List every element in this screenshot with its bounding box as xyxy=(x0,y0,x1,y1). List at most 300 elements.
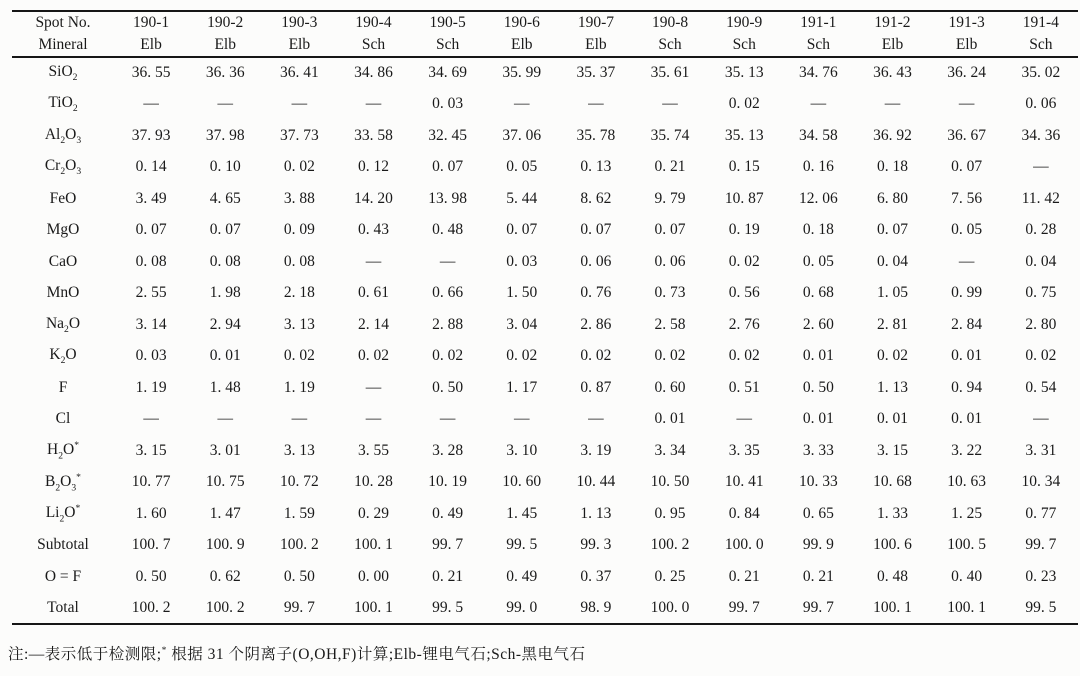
value-cell: 1. 25 xyxy=(951,504,983,522)
value-cell: 10. 77 xyxy=(131,473,171,491)
value-cell: 2. 94 xyxy=(209,315,241,333)
table-row xyxy=(12,561,1078,593)
value-cell: 10. 75 xyxy=(205,473,245,491)
row-label: Cl xyxy=(55,410,71,428)
table-row xyxy=(12,183,1078,215)
value-cell: — xyxy=(514,410,530,428)
row-label: $K_2O$ xyxy=(49,346,77,367)
value-cell: 0. 02 xyxy=(876,347,908,365)
value-cell: 1. 19 xyxy=(135,378,167,396)
column-header-spot: 190-6 xyxy=(503,14,540,31)
value-cell: 0. 02 xyxy=(728,347,760,365)
value-cell: 0. 04 xyxy=(876,252,908,270)
value-cell: 0. 10 xyxy=(209,158,241,176)
value-cell: 0. 02 xyxy=(506,347,538,365)
value-cell: 99. 5 xyxy=(432,598,464,616)
value-cell: 0. 54 xyxy=(1025,378,1057,396)
value-cell: 10. 50 xyxy=(650,473,690,491)
value-cell: 0. 09 xyxy=(283,221,315,239)
value-cell: 3. 35 xyxy=(728,441,760,459)
value-cell: 0. 13 xyxy=(580,158,612,176)
value-cell: 0. 02 xyxy=(283,347,315,365)
column-header-spot: 191-3 xyxy=(948,14,985,31)
value-cell: 100. 2 xyxy=(279,536,319,554)
value-cell: 11. 42 xyxy=(1021,189,1060,207)
value-cell: — xyxy=(143,410,159,428)
value-cell: 100. 2 xyxy=(131,598,171,616)
value-cell: 0. 23 xyxy=(1025,567,1057,585)
value-cell: 100. 0 xyxy=(650,598,690,616)
value-cell: 0. 99 xyxy=(951,284,983,302)
row-label: $Na_2O$ xyxy=(45,314,81,335)
value-cell: 0. 01 xyxy=(876,410,908,428)
value-cell: 0. 95 xyxy=(654,504,686,522)
value-cell: 0. 08 xyxy=(209,252,241,270)
table-row xyxy=(12,498,1078,530)
column-header-mineral: Elb xyxy=(262,34,336,57)
value-cell: 12. 06 xyxy=(798,189,838,207)
value-cell: 0. 07 xyxy=(654,221,686,239)
value-cell: — xyxy=(217,95,233,113)
value-cell: 3. 15 xyxy=(876,441,908,459)
value-cell: 100. 1 xyxy=(354,536,393,554)
value-cell: 99. 5 xyxy=(506,536,538,554)
value-cell: 0. 02 xyxy=(654,347,686,365)
value-cell: 3. 04 xyxy=(506,315,538,333)
column-header-spot: 190-2 xyxy=(207,14,244,31)
value-cell: 100. 7 xyxy=(131,536,171,554)
value-cell: — xyxy=(810,95,827,113)
value-cell: 35. 02 xyxy=(1021,64,1061,82)
value-cell: 0. 03 xyxy=(506,252,538,270)
table-row xyxy=(12,530,1078,562)
column-header-mineral: Elb xyxy=(930,34,1004,57)
value-cell: 0. 48 xyxy=(876,567,908,585)
value-cell: 2. 81 xyxy=(876,315,908,333)
value-cell: 3. 01 xyxy=(209,441,241,459)
value-cell: 3. 15 xyxy=(135,441,167,459)
value-cell: — xyxy=(662,95,678,113)
value-cell: 7. 56 xyxy=(951,189,983,207)
value-cell: 0. 06 xyxy=(654,252,686,270)
column-header-spot: 190-1 xyxy=(132,14,170,31)
value-cell: 1. 60 xyxy=(135,504,167,522)
table-header xyxy=(12,11,1078,57)
table-row xyxy=(12,89,1078,121)
value-cell: 0. 01 xyxy=(802,347,834,365)
value-cell: 6. 80 xyxy=(876,189,908,207)
row-label: Subtotal xyxy=(37,536,89,554)
column-header-spot: 191-1 xyxy=(800,14,837,31)
value-cell: 1. 05 xyxy=(876,284,908,302)
value-cell: 0. 21 xyxy=(432,567,464,585)
value-cell: 10. 44 xyxy=(576,473,616,491)
row-label: $Al_2O_3$ xyxy=(44,125,82,146)
column-header-spot: 190-4 xyxy=(355,14,392,31)
value-cell: — xyxy=(365,252,382,270)
value-cell: — xyxy=(514,95,530,113)
value-cell: 5. 44 xyxy=(506,189,538,207)
row-label: $Li_2O^*$ xyxy=(45,503,81,525)
table-body xyxy=(12,57,1078,624)
value-cell: 0. 02 xyxy=(728,95,760,113)
value-cell: 10. 34 xyxy=(1021,473,1061,491)
value-cell: 0. 21 xyxy=(654,158,686,176)
value-cell: 0. 02 xyxy=(728,252,760,270)
value-cell: 0. 01 xyxy=(654,410,686,428)
value-cell: 3. 14 xyxy=(135,315,167,333)
value-cell: 9. 79 xyxy=(654,189,686,207)
value-cell: 34. 69 xyxy=(428,64,467,82)
row-label: MnO xyxy=(46,284,80,302)
table-row xyxy=(12,120,1078,152)
value-cell: 1. 13 xyxy=(876,378,908,396)
value-cell: 100. 0 xyxy=(724,536,764,554)
value-cell: 36. 36 xyxy=(205,64,245,82)
value-cell: 2. 76 xyxy=(728,315,760,333)
column-header-spot: 191-2 xyxy=(874,14,911,31)
value-cell: 0. 02 xyxy=(1025,347,1057,365)
value-cell: 99. 7 xyxy=(432,536,464,554)
value-cell: 1. 50 xyxy=(506,284,538,302)
value-cell: 3. 49 xyxy=(135,189,167,207)
value-cell: 0. 25 xyxy=(654,567,686,585)
value-cell: 99. 7 xyxy=(728,598,760,616)
value-cell: 0. 01 xyxy=(951,410,983,428)
value-cell: 8. 62 xyxy=(580,189,612,207)
value-cell: 99. 0 xyxy=(506,598,538,616)
value-cell: 35. 37 xyxy=(576,64,616,82)
column-header-mineral: Sch xyxy=(707,34,781,57)
value-cell: 3. 33 xyxy=(802,441,834,459)
value-cell: 98. 9 xyxy=(580,598,612,616)
column-header-spot: 191-4 xyxy=(1022,14,1059,31)
mineral-composition-table xyxy=(12,10,1078,625)
value-cell: 3. 31 xyxy=(1025,441,1057,459)
value-cell: 100. 9 xyxy=(205,536,245,554)
value-cell: 1. 13 xyxy=(580,504,612,522)
value-cell: 0. 65 xyxy=(802,504,834,522)
value-cell: 0. 07 xyxy=(432,158,464,176)
value-cell: 99. 7 xyxy=(802,598,834,616)
value-cell: 0. 06 xyxy=(1025,95,1057,113)
value-cell: 100. 5 xyxy=(947,536,986,554)
row-label: CaO xyxy=(48,252,78,270)
value-cell: 2. 88 xyxy=(432,315,464,333)
row-label: $B_2O_3^*$ xyxy=(45,471,81,493)
table-row xyxy=(12,435,1078,467)
value-cell: 0. 50 xyxy=(432,378,464,396)
value-cell: 0. 18 xyxy=(802,221,834,239)
value-cell: 37. 93 xyxy=(131,126,171,144)
table-row xyxy=(12,404,1078,436)
value-cell: 37. 06 xyxy=(502,126,542,144)
value-cell: — xyxy=(291,95,308,113)
value-cell: 99. 7 xyxy=(283,598,315,616)
table-row xyxy=(12,57,1078,89)
value-cell: 0. 66 xyxy=(432,284,464,302)
value-cell: 0. 05 xyxy=(802,252,834,270)
table-row xyxy=(12,341,1078,373)
value-cell: 0. 02 xyxy=(580,347,612,365)
column-header-mineral: Elb xyxy=(485,34,559,57)
value-cell: 10. 72 xyxy=(279,473,319,491)
value-cell: 0. 50 xyxy=(802,378,834,396)
value-cell: — xyxy=(365,410,382,428)
value-cell: — xyxy=(884,95,901,113)
value-cell: 0. 73 xyxy=(654,284,686,302)
value-cell: 0. 49 xyxy=(506,567,538,585)
table-row xyxy=(12,246,1078,278)
value-cell: 0. 37 xyxy=(580,567,612,585)
value-cell: 0. 08 xyxy=(135,252,167,270)
column-header-spot: 190-9 xyxy=(726,14,763,31)
value-cell: 99. 9 xyxy=(802,536,834,554)
table-row xyxy=(12,372,1078,404)
value-cell: 3. 34 xyxy=(654,441,686,459)
value-cell: 14. 20 xyxy=(354,189,393,207)
value-cell: 34. 36 xyxy=(1021,126,1061,144)
value-cell: 0. 02 xyxy=(357,347,389,365)
value-cell: — xyxy=(291,410,308,428)
value-cell: 99. 3 xyxy=(580,536,612,554)
value-cell: — xyxy=(958,95,975,113)
value-cell: 0. 05 xyxy=(506,158,538,176)
value-cell: 0. 75 xyxy=(1025,284,1057,302)
value-cell: 3. 22 xyxy=(951,441,983,459)
value-cell: 34. 86 xyxy=(354,64,393,82)
value-cell: 0. 07 xyxy=(506,221,538,239)
value-cell: — xyxy=(588,95,604,113)
value-cell: 10. 63 xyxy=(947,473,986,491)
value-cell: 1. 47 xyxy=(209,504,241,522)
value-cell: — xyxy=(439,252,456,270)
value-cell: — xyxy=(736,410,752,428)
value-cell: 3. 19 xyxy=(580,441,612,459)
value-cell: 36. 24 xyxy=(947,64,986,82)
value-cell: 0. 05 xyxy=(951,221,983,239)
value-cell: 1. 19 xyxy=(283,378,315,396)
value-cell: 10. 28 xyxy=(354,473,393,491)
value-cell: 0. 56 xyxy=(728,284,760,302)
column-header-spot: 190-7 xyxy=(577,14,614,31)
value-cell: 2. 18 xyxy=(283,284,315,302)
value-cell: 33. 58 xyxy=(354,126,393,144)
value-cell: 100. 1 xyxy=(354,598,393,616)
value-cell: — xyxy=(1033,410,1049,428)
column-header-mineral: Sch xyxy=(336,34,410,57)
value-cell: — xyxy=(439,410,456,428)
value-cell: 2. 80 xyxy=(1025,315,1057,333)
value-cell: 4. 65 xyxy=(209,189,241,207)
value-cell: 100. 2 xyxy=(650,536,690,554)
value-cell: 100. 2 xyxy=(205,598,245,616)
value-cell: — xyxy=(588,410,604,428)
value-cell: 2. 55 xyxy=(135,284,167,302)
value-cell: 100. 1 xyxy=(947,598,986,616)
value-cell: 0. 07 xyxy=(951,158,983,176)
value-cell: 35. 99 xyxy=(502,64,542,82)
value-cell: 0. 19 xyxy=(728,221,760,239)
value-cell: 0. 49 xyxy=(432,504,464,522)
row-label: Total xyxy=(47,598,79,616)
header-spot-no-label: Spot No. xyxy=(35,14,91,31)
value-cell: 0. 40 xyxy=(951,567,983,585)
value-cell: — xyxy=(365,378,382,396)
value-cell: 10. 41 xyxy=(724,473,764,491)
value-cell: 0. 07 xyxy=(135,221,167,239)
value-cell: 3. 55 xyxy=(357,441,389,459)
value-cell: 10. 87 xyxy=(724,189,764,207)
value-cell: — xyxy=(143,95,159,113)
column-header-spot: 190-8 xyxy=(651,14,689,31)
value-cell: 3. 13 xyxy=(283,441,315,459)
value-cell: 0. 29 xyxy=(357,504,389,522)
value-cell: 2. 14 xyxy=(357,315,389,333)
value-cell: 0. 50 xyxy=(283,567,315,585)
value-cell: 35. 13 xyxy=(724,64,764,82)
value-cell: 0. 48 xyxy=(432,221,464,239)
column-header-mineral: Sch xyxy=(1004,34,1078,57)
value-cell: 34. 76 xyxy=(798,64,838,82)
row-label: $H_2O^*$ xyxy=(47,440,79,462)
value-cell: 0. 07 xyxy=(876,221,908,239)
value-cell: 0. 03 xyxy=(432,95,464,113)
value-cell: 37. 73 xyxy=(279,126,319,144)
value-cell: 35. 61 xyxy=(650,64,690,82)
value-cell: 3. 10 xyxy=(506,441,538,459)
row-label: O = F xyxy=(44,567,82,585)
value-cell: 0. 87 xyxy=(580,378,612,396)
table-row xyxy=(12,467,1078,499)
value-cell: — xyxy=(1033,158,1049,176)
value-cell: 0. 14 xyxy=(135,158,167,176)
column-header-mineral: Elb xyxy=(188,34,262,57)
value-cell: 2. 84 xyxy=(951,315,983,333)
value-cell: 0. 60 xyxy=(654,378,686,396)
value-cell: 35. 78 xyxy=(576,126,616,144)
value-cell: 99. 5 xyxy=(1025,598,1057,616)
value-cell: 3. 28 xyxy=(432,441,464,459)
value-cell: 13. 98 xyxy=(428,189,467,207)
value-cell: 0. 01 xyxy=(951,347,983,365)
value-cell: 36. 67 xyxy=(947,126,986,144)
value-cell: 0. 21 xyxy=(728,567,760,585)
column-header-mineral: Elb xyxy=(559,34,633,57)
value-cell: 1. 17 xyxy=(506,378,538,396)
value-cell: 1. 59 xyxy=(283,504,315,522)
value-cell: — xyxy=(217,410,233,428)
value-cell: 0. 77 xyxy=(1025,504,1057,522)
value-cell: 0. 02 xyxy=(283,158,315,176)
row-label: MgO xyxy=(46,221,80,239)
value-cell: 36. 55 xyxy=(131,64,171,82)
value-cell: 0. 62 xyxy=(209,567,241,585)
value-cell: 32. 45 xyxy=(428,126,467,144)
value-cell: 3. 13 xyxy=(283,315,315,333)
value-cell: 10. 68 xyxy=(873,473,912,491)
value-cell: 0. 12 xyxy=(357,158,389,176)
table-row xyxy=(12,152,1078,184)
value-cell: 0. 08 xyxy=(283,252,315,270)
value-cell: 0. 16 xyxy=(802,158,834,176)
value-cell: 99. 7 xyxy=(1025,536,1057,554)
value-cell: 0. 94 xyxy=(951,378,983,396)
value-cell: 10. 19 xyxy=(428,473,467,491)
value-cell: 0. 07 xyxy=(580,221,612,239)
table-row xyxy=(12,309,1078,341)
value-cell: 0. 61 xyxy=(357,284,389,302)
column-header-mineral: Elb xyxy=(114,34,188,57)
value-cell: 0. 51 xyxy=(728,378,760,396)
row-label: SiO$_2$ xyxy=(48,63,78,84)
value-cell: 0. 68 xyxy=(802,284,834,302)
header-mineral-label: Mineral xyxy=(12,34,114,57)
value-cell: 10. 33 xyxy=(798,473,838,491)
table-row xyxy=(12,278,1078,310)
value-cell: 1. 45 xyxy=(506,504,538,522)
column-header-mineral: Sch xyxy=(781,34,855,57)
value-cell: 0. 02 xyxy=(432,347,464,365)
value-cell: 1. 98 xyxy=(209,284,241,302)
value-cell: 0. 03 xyxy=(135,347,167,365)
value-cell: 35. 13 xyxy=(724,126,764,144)
value-cell: 0. 04 xyxy=(1025,252,1057,270)
value-cell: 2. 58 xyxy=(654,315,686,333)
column-header-mineral: Elb xyxy=(855,34,929,57)
value-cell: 0. 28 xyxy=(1025,221,1057,239)
value-cell: 100. 6 xyxy=(873,536,912,554)
value-cell: 10. 60 xyxy=(502,473,542,491)
value-cell: 35. 74 xyxy=(650,126,690,144)
header-row-mineral xyxy=(12,34,1078,57)
value-cell: 0. 18 xyxy=(876,158,908,176)
header-row-spot xyxy=(12,11,1078,34)
value-cell: 100. 1 xyxy=(873,598,912,616)
row-label: F xyxy=(58,378,68,396)
value-cell: 0. 01 xyxy=(209,347,241,365)
column-header-mineral: Sch xyxy=(633,34,707,57)
row-label: TiO$_2$ xyxy=(48,94,78,115)
column-header-spot: 190-3 xyxy=(281,14,318,31)
value-cell: 34. 58 xyxy=(798,126,838,144)
row-label: $Cr_2O_3$ xyxy=(44,157,82,178)
value-cell: 0. 00 xyxy=(357,567,389,585)
table-row xyxy=(12,593,1078,625)
value-cell: — xyxy=(958,252,975,270)
value-cell: 2. 60 xyxy=(802,315,834,333)
value-cell: 0. 50 xyxy=(135,567,167,585)
value-cell: 3. 88 xyxy=(283,189,315,207)
value-cell: 1. 33 xyxy=(876,504,908,522)
row-label: FeO xyxy=(49,189,77,207)
value-cell: 36. 41 xyxy=(279,64,319,82)
value-cell: — xyxy=(365,95,382,113)
value-cell: 36. 43 xyxy=(873,64,912,82)
value-cell: 2. 86 xyxy=(580,315,612,333)
value-cell: 1. 48 xyxy=(209,378,241,396)
column-header-mineral: Sch xyxy=(411,34,485,57)
column-header-spot: 190-5 xyxy=(429,14,466,31)
value-cell: 0. 01 xyxy=(802,410,834,428)
value-cell: 0. 06 xyxy=(580,252,612,270)
table-row xyxy=(12,215,1078,247)
table-footnote: 注:—表示低于检测限;* 根据 31 个阴离子(O,OH,F)计算;Elb-锂电气石;Sch-黑电气石 xyxy=(8,644,586,663)
value-cell: 0. 76 xyxy=(580,284,612,302)
value-cell: 0. 43 xyxy=(357,221,389,239)
value-cell: 36. 92 xyxy=(873,126,912,144)
value-cell: 0. 07 xyxy=(209,221,241,239)
